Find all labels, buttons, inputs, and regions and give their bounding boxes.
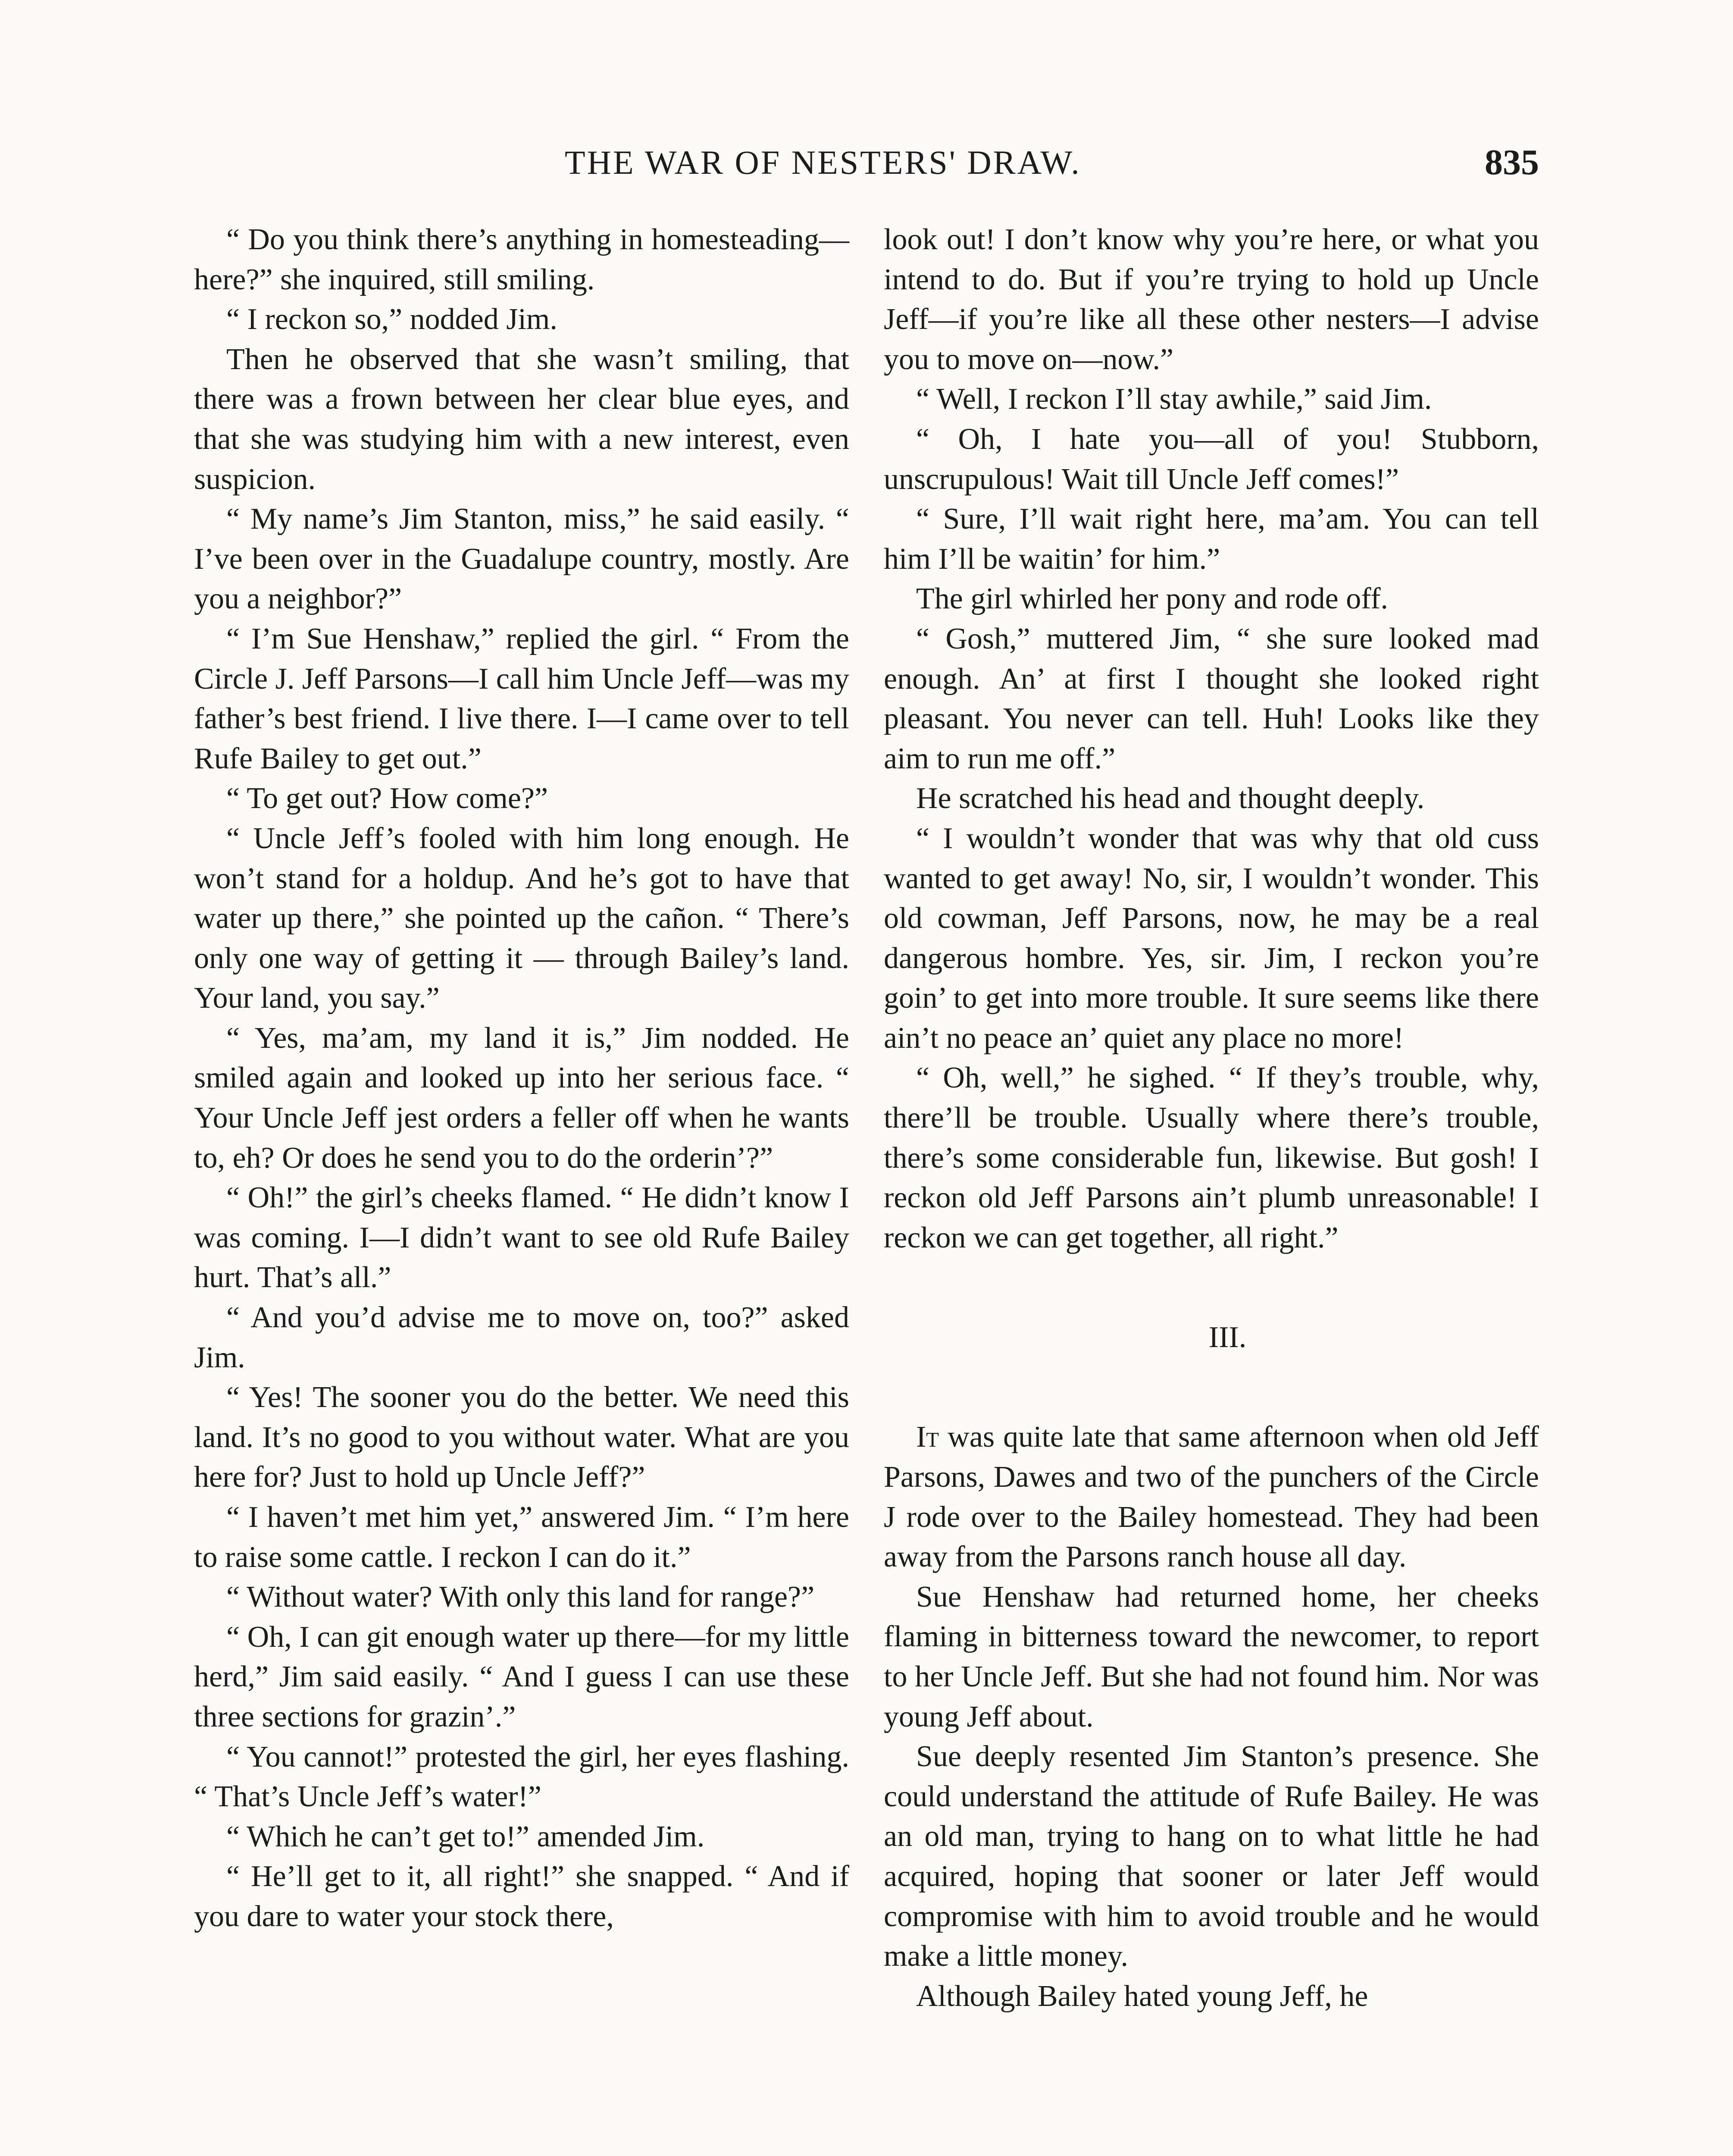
paragraph: “ I wouldn’t wonder that was why that old cuss wanted to get away! No, sir, I wouldn’t wonder. This old cowman, Jeff Parsons, now, he may be a real dangerous hombre. Yes, sir. Jim, I reckon you’re goin’ to get into more trouble. It sure seems like there ain’t no peace an’ quiet any place no more! [884, 821, 1539, 1055]
paragraph: “ I haven’t met him yet,” answered Jim. “ I’m here to raise some cattle. I reckon I can do it.” [194, 1501, 849, 1574]
paragraph: “ Oh!” the girl’s cheeks flamed. “ He didn’t know I was coming. I—I didn’t want to see old Rufe Bailey hurt. That’s all.” [194, 1181, 849, 1294]
paragraph: “ Do you think there’s anything in homesteading—here?” she inquired, still smiling. [194, 223, 849, 296]
section-lead-word: It [916, 1420, 939, 1454]
paragraph: “ Sure, I’ll wait right here, ma’am. You can tell him I’ll be waitin’ for him.” [884, 502, 1539, 576]
paragraph: “ Oh, I can git enough water up there—for my little herd,” Jim said easily. “ And I guess I can use these three sections for grazin’.” [194, 1620, 849, 1733]
right-column-top [884, 220, 1539, 1258]
paragraph: Sue Henshaw had returned home, her cheeks flaming in bitterness toward the newcomer, to report to her Uncle Jeff. But she had not found him. Nor was young Jeff about. [884, 1580, 1539, 1733]
paragraph: “ He’ll get to it, all right!” she snapped. “ And if you dare to water your stock there, [194, 1860, 849, 1933]
paragraph [884, 1417, 1539, 1577]
paragraph: “ My name’s Jim Stanton, miss,” he said easily. “ I’ve been over in the Guadalupe country, mostly. Are you a neighbor?” [194, 502, 849, 616]
paragraph: “ I’m Sue Henshaw,” replied the girl. “ From the Circle J. Jeff Parsons—I call him Uncle Jeff—was my father’s best friend. I live there. I—I came over to tell Rufe Bailey to get out.” [194, 622, 849, 775]
paragraph: “ Yes! The sooner you do the better. We need this land. It’s no good to you without water. What are you here for? Just to hold up Uncle Jeff?” [194, 1381, 849, 1494]
paragraph: Although Bailey hated young Jeff, he [916, 1979, 1368, 2013]
paragraph: Sue deeply resented Jim Stanton’s presence. She could understand the attitude of Rufe Bailey. He was an old man, trying to hang on to what little he had acquired, hoping that sooner or later Jeff would compromise with him to avoid trouble and he would make a little money. [884, 1740, 1539, 1973]
left-column [194, 220, 849, 1937]
paragraph: The girl whirled her pony and rode off. [916, 582, 1389, 616]
paragraph: “ Oh, I hate you—all of you! Stubborn, unscrupulous! Wait till Uncle Jeff comes!” [884, 422, 1539, 496]
page-number: 835 [1485, 142, 1539, 182]
running-title: THE WAR OF NESTERS' DRAW. [565, 144, 1081, 181]
paragraph: “ And you’d advise me to move on, too?” asked Jim. [194, 1301, 849, 1374]
paragraph: “ I reckon so,” nodded Jim. [226, 303, 557, 336]
paragraph: “ You cannot!” protested the girl, her eyes flashing. “ That’s Uncle Jeff’s water!” [194, 1740, 849, 1814]
paragraph: “ Yes, ma’am, my land it is,” Jim nodded. He smiled again and looked up into her serious face. “ Your Uncle Jeff jest orders a feller off when he wants to, eh? Or does he send you to do the orderin’?” [194, 1021, 849, 1175]
right-column [884, 220, 1539, 2016]
section-heading: III. [1208, 1321, 1247, 1354]
right-column-bottom [884, 1417, 1539, 2016]
paragraph: Then he observed that she wasn’t smiling, that there was a frown between her clear blue eyes, and that she was studying him with a new interest, even suspicion. [194, 342, 849, 496]
paragraph: “ Which he can’t get to!” amended Jim. [226, 1820, 705, 1853]
paragraph: “ Uncle Jeff’s fooled with him long enough. He won’t stand for a holdup. And he’s got to have that water up there,” she pointed up the cañon. “ There’s only one way of getting it — through Bailey’s land. Your land, you say.” [194, 821, 849, 1015]
paragraph-text: was quite late that same afternoon when old Jeff Parsons, Dawes and two of the punchers of the Circle J rode over to the Bailey homestead. They had been away from the Parsons ranch house all day. [884, 1420, 1539, 1574]
paragraph: “ Gosh,” muttered Jim, “ she sure looked mad enough. An’ at first I thought she looked right pleasant. You never can tell. Huh! Looks like they aim to run me off.” [884, 622, 1539, 775]
paragraph: “ To get out? How come?” [226, 782, 548, 815]
paragraph: look out! I don’t know why you’re here, or what you intend to do. But if you’re trying to hold up Uncle Jeff—if you’re like all these other nesters—I advise you to move on—now.” [884, 223, 1539, 376]
paragraph: “ Well, I reckon I’ll stay awhile,” said Jim. [916, 382, 1432, 416]
paragraph: He scratched his head and thought deeply. [916, 782, 1425, 815]
paragraph: “ Oh, well,” he sighed. “ If they’s trouble, why, there’ll be trouble. Usually where there’s trouble, there’s some considerable fun, likewise. But gosh! I reckon old Jeff Parsons ain’t plumb unreasonable! I reckon we can get together, all right.” [884, 1061, 1539, 1254]
paragraph: “ Without water? With only this land for range?” [226, 1580, 815, 1614]
page-header [181, 135, 1539, 191]
